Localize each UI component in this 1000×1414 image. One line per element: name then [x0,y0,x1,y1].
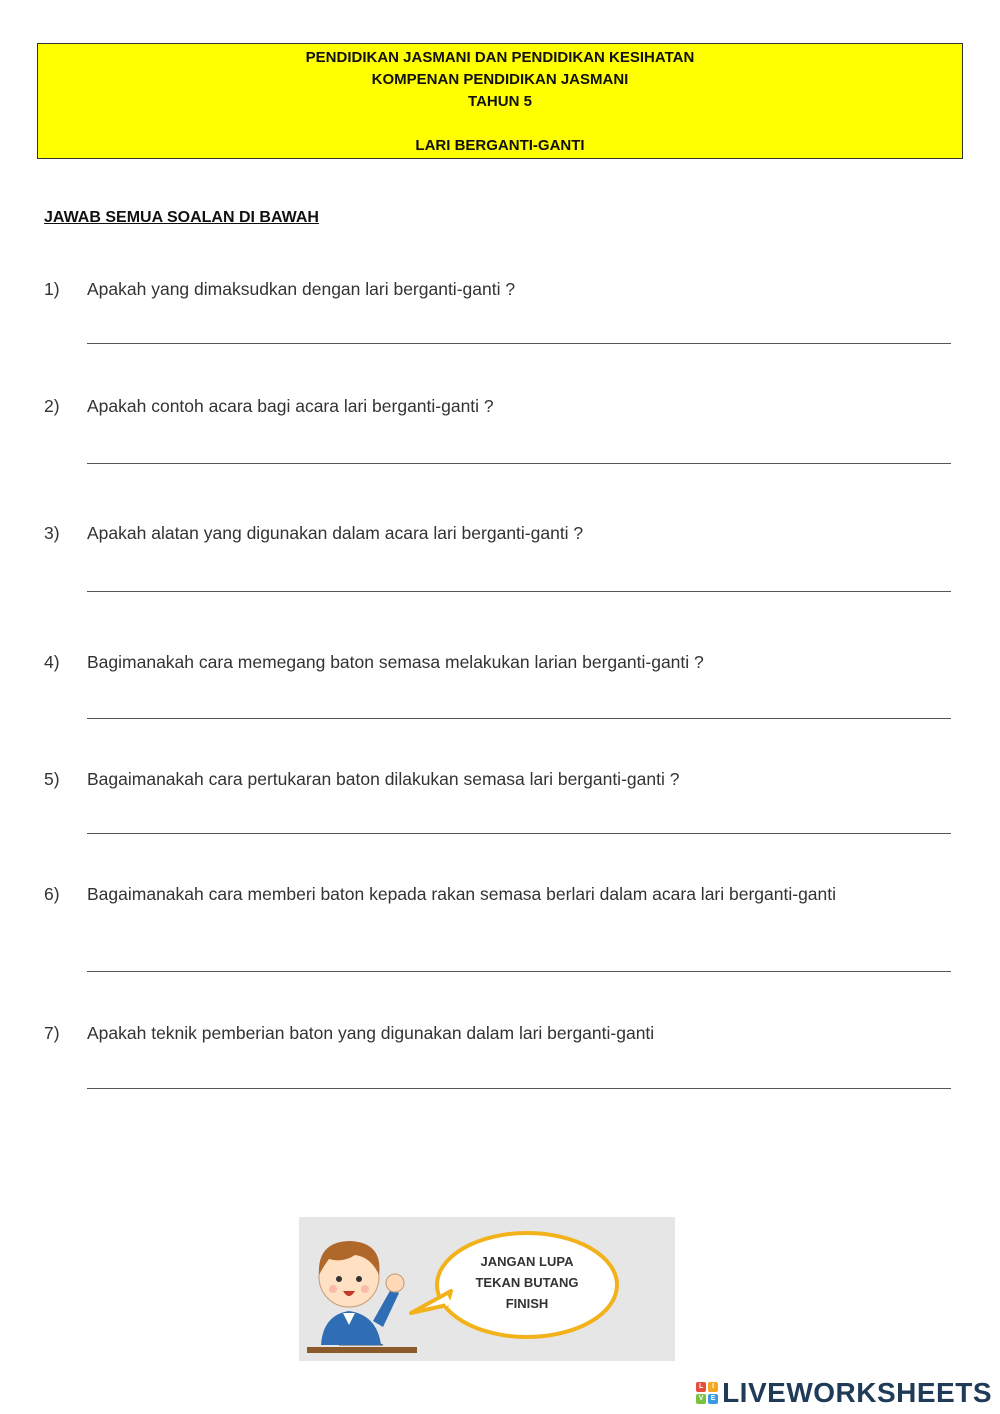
question-2 [44,395,964,418]
answer-input-7[interactable] [87,1058,955,1086]
logo-mark-icon: L I V E [696,1382,718,1404]
answer-line-7 [87,1088,951,1089]
question-number: 5) [44,769,60,789]
question-5 [44,768,964,791]
header-year: TAHUN 5 [468,93,532,110]
worksheet-header [37,43,963,159]
answer-line-4 [87,718,951,719]
bubble-line-1: JANGAN LUPA [480,1254,574,1269]
question-text: Apakah contoh acara bagi acara lari berganti-ganti ? [87,396,494,416]
question-number: 2) [44,396,60,416]
finish-reminder-image [299,1217,675,1361]
question-number: 1) [44,279,60,299]
answer-line-1 [87,343,951,344]
raised-hand-icon [386,1274,404,1292]
answer-line-6 [87,971,951,972]
answer-input-3[interactable] [87,561,955,589]
question-6 [44,883,964,906]
liveworksheets-logo [696,1377,992,1409]
header-component: KOMPENAN PENDIDIKAN JASMANI [371,71,629,88]
question-number: 7) [44,1023,60,1043]
answer-input-1[interactable] [87,313,955,341]
bubble-text [451,1251,603,1314]
question-text: Bagimanakah cara memegang baton semasa melakukan larian berganti-ganti ? [87,652,704,672]
instruction-heading: JAWAB SEMUA SOALAN DI BAWAH [44,209,319,226]
answer-line-3 [87,591,951,592]
desk-icon [307,1347,417,1353]
question-number: 6) [44,884,60,904]
question-4 [44,651,964,674]
answer-input-4[interactable] [87,688,955,716]
question-7 [44,1022,964,1045]
header-topic: LARI BERGANTI-GANTI [415,137,585,154]
header-subject: PENDIDIKAN JASMANI DAN PENDIDIKAN KESIHATAN [305,49,695,66]
answer-line-5 [87,833,951,834]
question-text: Bagaimanakah cara memberi baton kepada rakan semasa berlari dalam acara lari berganti-ganti [87,884,837,904]
question-3 [44,522,964,545]
answer-input-2[interactable] [87,433,955,461]
question-text: Apakah alatan yang digunakan dalam acara lari berganti-ganti ? [87,523,584,543]
question-number: 4) [44,652,60,672]
answer-input-5[interactable] [87,803,955,831]
question-1 [44,278,964,301]
answer-input-6[interactable] [87,941,955,969]
answer-line-2 [87,463,951,464]
bubble-line-3: FINISH [505,1296,549,1311]
bubble-line-2: TEKAN BUTANG [475,1275,579,1290]
question-text: Apakah yang dimaksudkan dengan lari berganti-ganti ? [87,279,516,299]
logo-text: LIVEWORKSHEETS [722,1377,992,1408]
question-number: 3) [44,523,60,543]
question-text: Apakah teknik pemberian baton yang digunakan dalam lari berganti-ganti [87,1023,655,1043]
question-text: Bagaimanakah cara pertukaran baton dilakukan semasa lari berganti-ganti ? [87,769,680,789]
